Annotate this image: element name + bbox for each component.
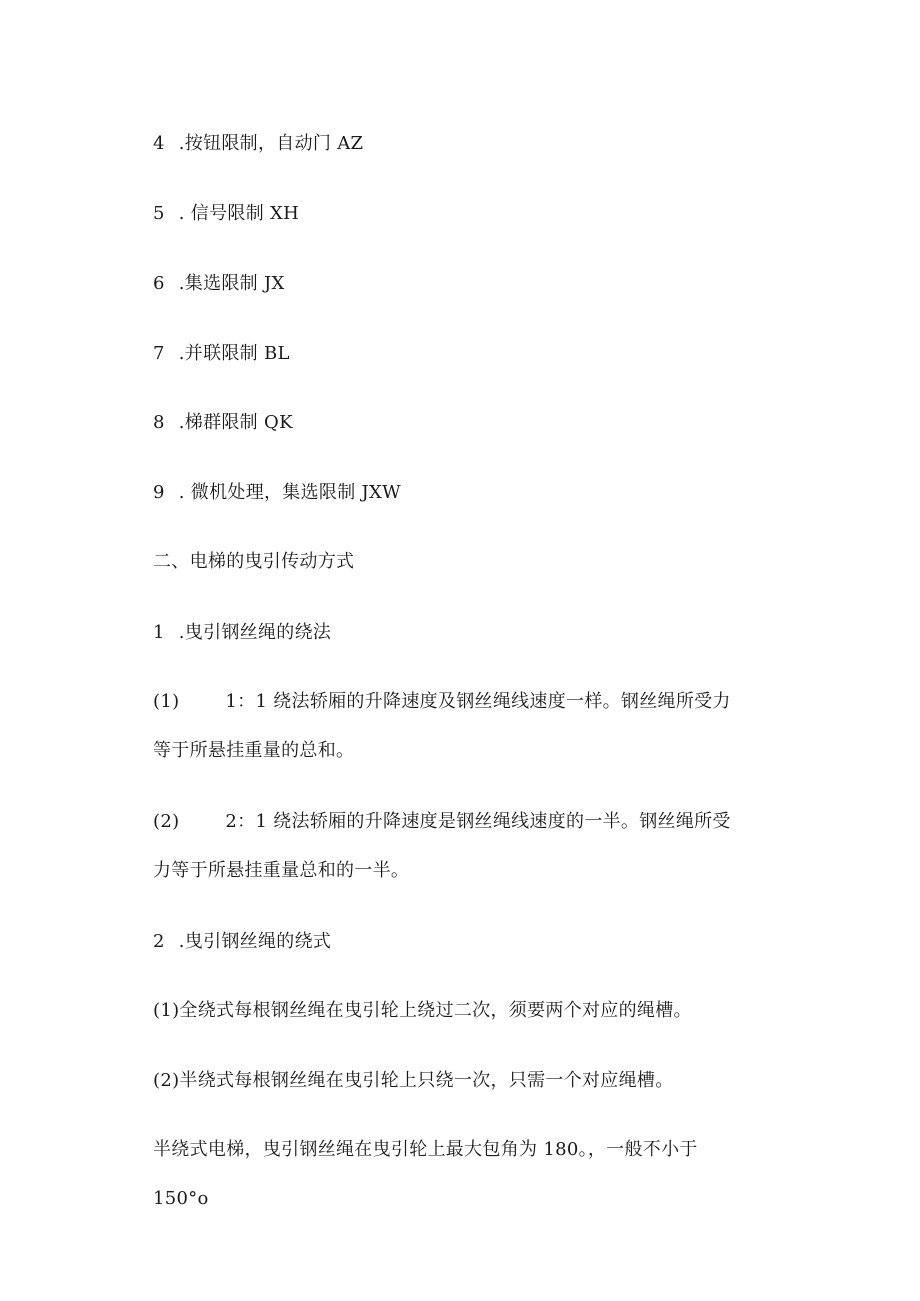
item-text: . 微机处理，集选限制 JXW xyxy=(178,482,401,503)
paragraph-label: (1) xyxy=(153,691,180,712)
paragraph-label: (2) xyxy=(153,811,180,832)
note-line-2: 150°o xyxy=(153,1188,209,1209)
list-item-8 xyxy=(153,411,293,435)
paragraph-1-line-1 xyxy=(153,690,731,714)
item-text: .并联限制 BL xyxy=(178,343,290,364)
paragraph-text: 2：1 绕法轿厢的升降速度是钢丝绳线速度的一半。钢丝绳所受 xyxy=(225,811,731,832)
item-number: 7 xyxy=(153,343,165,364)
list-item-4 xyxy=(153,132,363,156)
item-number: 5 xyxy=(153,203,165,224)
item-text: .按钮限制，自动门 AZ xyxy=(178,133,364,154)
item-text: .曳引钢丝绳的绕式 xyxy=(178,931,332,952)
list-item-5 xyxy=(153,202,299,226)
list-item-6 xyxy=(153,272,285,296)
paragraph-1-line-2: 等于所悬挂重量的总和。 xyxy=(153,740,355,761)
list-item-9 xyxy=(153,481,401,505)
item-text: .集选限制 JX xyxy=(178,273,285,294)
item-number: 4 xyxy=(153,133,165,154)
item-text: .梯群限制 QK xyxy=(178,412,293,433)
item-number: 2 xyxy=(153,931,165,952)
paragraph-2-line-2: 力等于所悬挂重量总和的一半。 xyxy=(153,860,410,881)
list-item-full-wrap: (1)全绕式每根钢丝绳在曳引轮上绕过二次，须要两个对应的绳槽。 xyxy=(153,1000,692,1021)
paragraph-text: 1：1 绕法轿厢的升降速度及钢丝绳线速度一样。钢丝绳所受力 xyxy=(225,691,731,712)
item-number: 1 xyxy=(153,622,165,643)
list-item-7 xyxy=(153,342,290,366)
item-number: 6 xyxy=(153,273,165,294)
section-heading: 二、电梯的曳引传动方式 xyxy=(153,551,355,572)
paragraph-2-line-1 xyxy=(153,810,731,834)
item-text: . 信号限制 XH xyxy=(178,203,300,224)
item-text: .曳引钢丝绳的绕法 xyxy=(178,622,332,643)
list-item-half-wrap: (2)半绕式每根钢丝绳在曳引轮上只绕一次，只需一个对应绳槽。 xyxy=(153,1070,674,1091)
note-line-1: 半绕式电梯，曳引钢丝绳在曳引轮上最大包角为 180。，一般不小于 xyxy=(153,1139,698,1160)
item-number: 9 xyxy=(153,482,165,503)
subsection-heading-2 xyxy=(153,930,331,954)
item-number: 8 xyxy=(153,412,165,433)
subsection-heading-1 xyxy=(153,621,331,645)
